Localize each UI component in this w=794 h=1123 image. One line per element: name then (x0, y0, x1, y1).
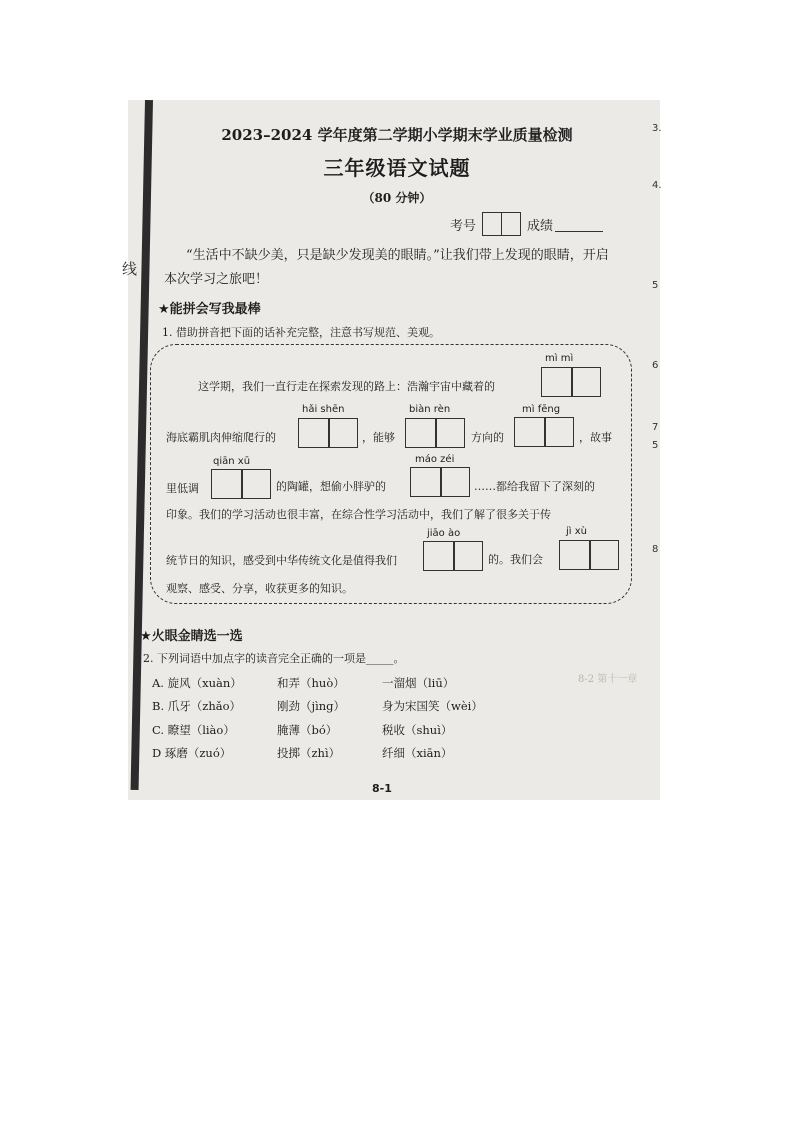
answer-option-d[interactable]: D 琢磨（zuó） 投掷（zhì） 纤细（xiān） (152, 746, 453, 760)
writing-box[interactable] (405, 418, 465, 448)
passage-text: 的。我们会 (488, 553, 543, 566)
passage-text: ……都给我留下了深刻的 (474, 480, 595, 493)
passage-text: 的陶罐，想偷小胖驴的 (276, 480, 386, 493)
passage-text: 里低调 (166, 482, 199, 495)
passage-text: 海底霸肌肉伸缩爬行的 (166, 431, 276, 444)
intro-text: “生活中不缺少美，只是缺少发现美的眼睛。”让我们带上发现的眼睛，开启本次学习之旅吧！ (164, 248, 609, 287)
passage-text: 方向的 (471, 431, 504, 444)
pinyin-label: jiāo ào (427, 528, 461, 539)
edge-number: 6 (652, 360, 659, 371)
pinyin-label: jì xù (566, 526, 587, 537)
section-heading: ★火眼金睛选一选 (140, 629, 243, 644)
exam-subtitle: 三年级语文试题 (323, 156, 471, 180)
pinyin-label: mì mì (545, 353, 574, 364)
section-heading: ★能拼会写我最棒 (158, 302, 261, 317)
passage-text: ，故事 (579, 431, 612, 444)
passage-text: 这学期，我们一直行走在探索发现的路上：浩瀚宇宙中藏着的 (198, 380, 495, 393)
pinyin-label: máo zéi (415, 454, 455, 465)
answer-option-b[interactable]: B. 爪牙（zhǎo） 刚劲（jìng） 身为宋国笑（wèi） (152, 699, 483, 713)
writing-box[interactable] (514, 417, 574, 447)
answer-option-c[interactable]: C. 瞭望（liào） 腌薄（bó） 税收（shuì） (152, 723, 453, 737)
edge-number: 5 (652, 280, 659, 291)
passage-text: 观察、感受、分享，收获更多的知识。 (166, 582, 353, 595)
question-1: 1. 借助拼音把下面的话补充完整，注意书写规范、美观。 (162, 326, 440, 339)
writing-box[interactable] (298, 418, 358, 448)
exam-number-label: 考号 (450, 218, 477, 234)
writing-box[interactable] (559, 540, 619, 570)
edge-number: 3. (652, 123, 662, 134)
pinyin-label: biàn rèn (409, 404, 451, 415)
writing-box[interactable] (541, 367, 601, 397)
binding-mark: 线 (122, 260, 138, 278)
answer-option-a[interactable]: A. 旋风（xuàn） 和弄（huò） 一溜烟（liū） (152, 676, 455, 690)
writing-box[interactable] (423, 541, 483, 571)
pinyin-label: qiān xū (213, 456, 251, 467)
passage-text: 印象。我们的学习活动也很丰富，在综合性学习活动中，我们了解了很多关于传 (166, 508, 551, 521)
bleed-through-text: 8-2 第十一章 (578, 674, 638, 685)
page-number: 8-1 (372, 782, 392, 795)
question-2: 2. 下列词语中加点字的读音完全正确的一项是_____。 (143, 652, 405, 665)
pinyin-label: mì fēng (522, 404, 561, 415)
edge-number: 8 (652, 544, 659, 555)
pinyin-label: hǎi shēn (302, 404, 345, 415)
score-label: 成绩 (527, 218, 554, 234)
exam-number-boxes[interactable] (482, 212, 521, 236)
writing-box[interactable] (410, 467, 470, 497)
writing-box[interactable] (211, 469, 271, 499)
edge-number: 5 (652, 440, 659, 451)
passage-text: ，能够 (362, 431, 395, 444)
exam-id-row (450, 212, 603, 236)
edge-number: 4. (652, 180, 662, 191)
exam-duration: （80 分钟） (362, 191, 432, 205)
passage-text: 统节日的知识，感受到中华传统文化是值得我们 (166, 554, 397, 567)
score-blank[interactable] (555, 217, 603, 232)
edge-number: 7 (652, 422, 659, 433)
exam-title: 2023–2024 学年度第二学期小学期末学业质量检测 (221, 126, 573, 144)
